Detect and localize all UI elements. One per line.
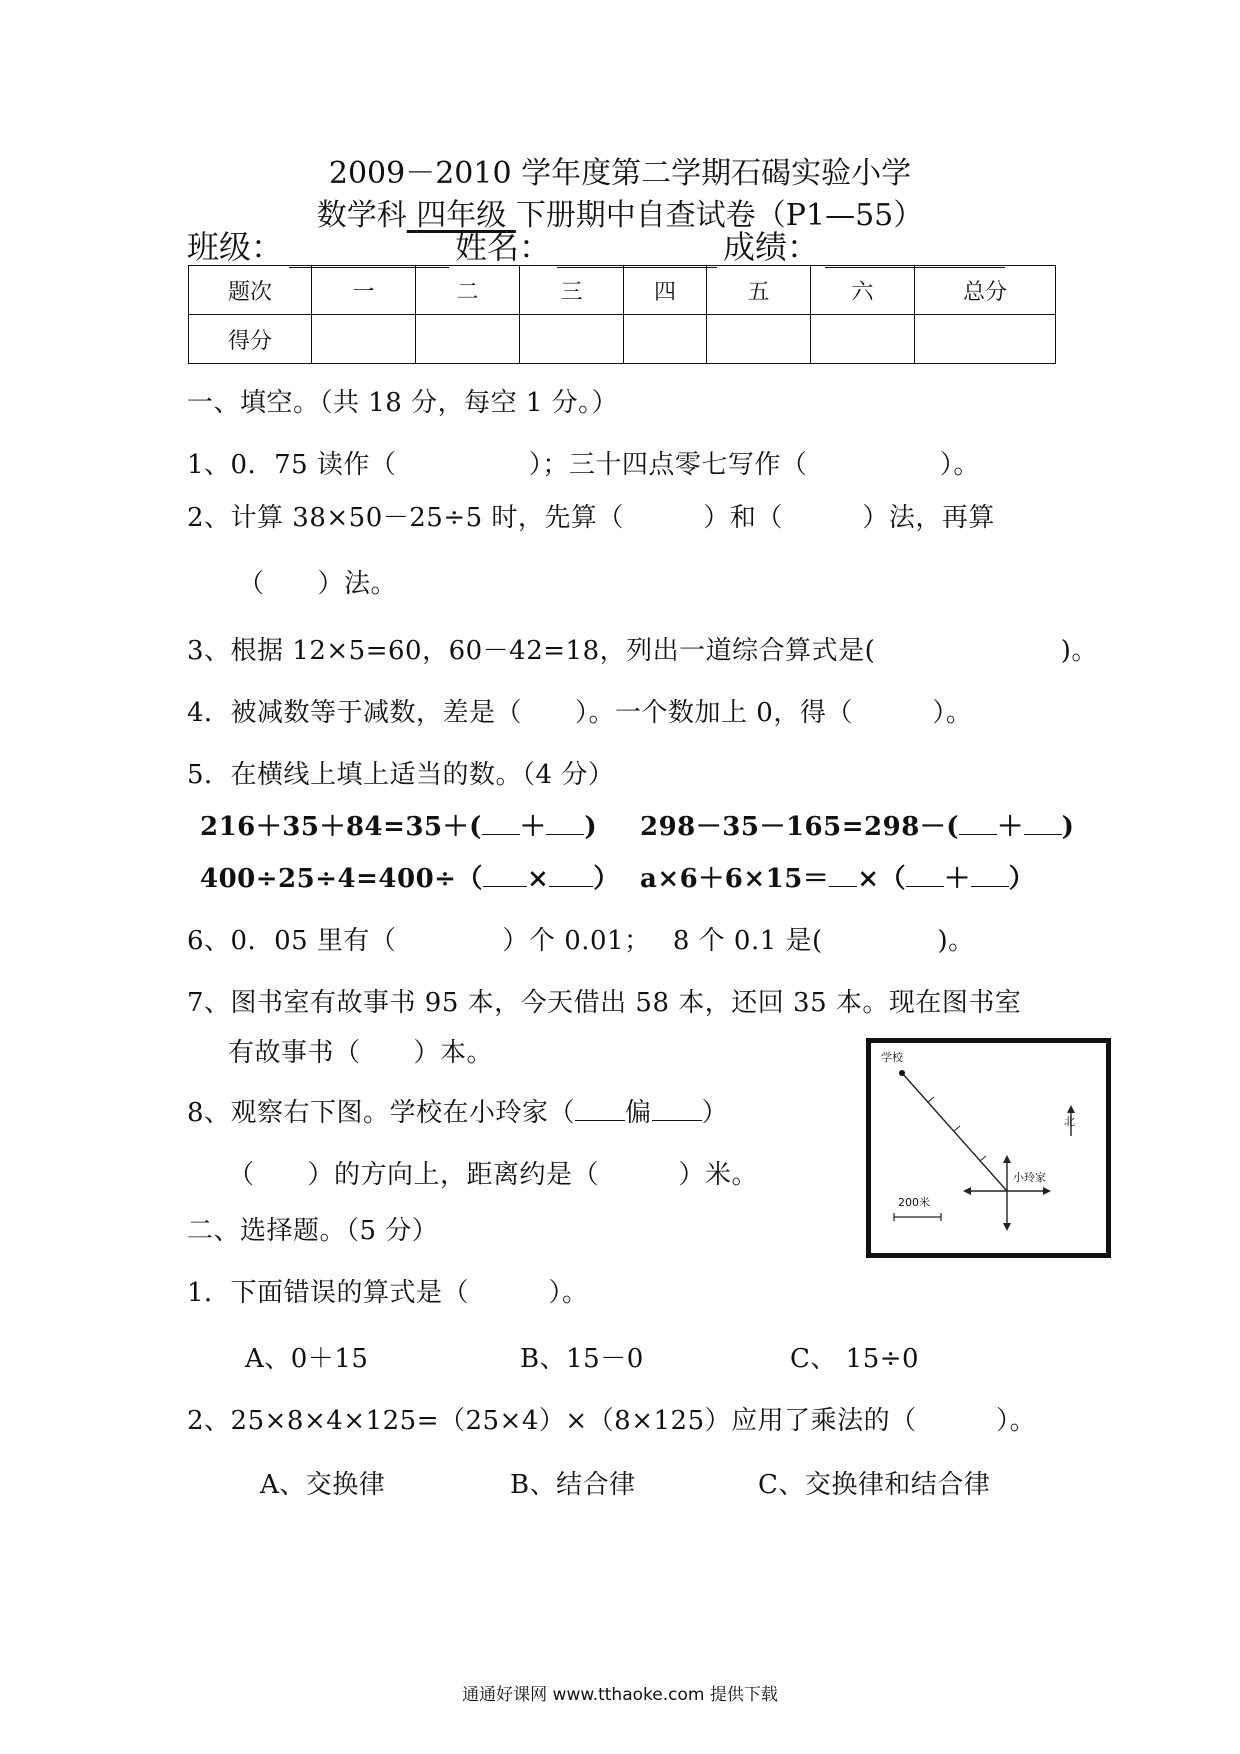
option-2-1-a[interactable]: A、0＋15	[245, 1344, 369, 1374]
section2-heading: 二、选择题。（5 分）	[187, 1216, 439, 1246]
table-cell: 三	[520, 266, 624, 315]
table-cell: 五	[707, 266, 811, 315]
direction-map	[866, 1038, 1111, 1258]
question-1-8-cont: （ ）的方向上，距离约是（ ）米。	[228, 1160, 759, 1190]
score-cell[interactable]	[416, 315, 520, 364]
question-1-6: 6、0．05 里有（ ）个 0.01； 8 个 0.1 是( )。	[187, 926, 975, 956]
question-1-2-cont: （ ）法。	[238, 569, 398, 599]
expr-text: 216＋35＋84=35＋(	[200, 812, 482, 842]
school-route-line	[902, 1073, 1007, 1191]
score-cell[interactable]	[707, 315, 811, 364]
school-point	[899, 1070, 905, 1076]
question-1-7: 7、图书室有故事书 95 本，今天借出 58 本，还回 35 本。现在图书室	[187, 988, 1022, 1018]
answer-blank[interactable]	[971, 862, 1009, 887]
answer-blank[interactable]	[1024, 810, 1062, 835]
grade-label: 四年级	[416, 198, 507, 233]
exam-title-line1: 2009－2010 学年度第二学期石碣实验小学	[328, 156, 912, 191]
answer-blank[interactable]	[575, 1096, 625, 1121]
expr-text: )	[1061, 812, 1075, 842]
answer-blank[interactable]	[546, 810, 584, 835]
expr-text: 298－35－165=298－(	[640, 812, 960, 842]
school-label: 学校	[881, 1051, 903, 1064]
answer-blank[interactable]	[482, 810, 520, 835]
expr-text: ＋	[944, 864, 971, 894]
table-row	[189, 315, 1056, 364]
score-label: 成绩：	[723, 228, 820, 266]
question-1-7-cont: 有故事书（ ）本。	[228, 1038, 494, 1068]
table-cell: 二	[416, 266, 520, 315]
question-text: 8、观察右下图。学校在小玲家（	[187, 1098, 576, 1128]
score-table	[188, 265, 1056, 364]
question-2-1: 1．下面错误的算式是（ ）。	[187, 1278, 589, 1308]
question-1-5: 5．在横线上填上适当的数。（4 分）	[187, 760, 615, 790]
question-text: 偏	[625, 1098, 652, 1128]
answer-blank[interactable]	[959, 810, 997, 835]
answer-blank[interactable]	[549, 862, 593, 887]
option-2-2-b[interactable]: B、结合律	[510, 1470, 636, 1500]
north-arrow-icon	[1067, 1105, 1075, 1113]
table-cell: 一	[312, 266, 416, 315]
question-1-3: 3、根据 12×5=60，60－42=18，列出一道综合算式是( )。	[187, 636, 1098, 666]
expr-text: a×6＋6×15＝	[640, 864, 830, 894]
expr-text: ）	[1008, 864, 1036, 894]
table-cell: 四	[624, 266, 707, 315]
arrow-right-icon	[1043, 1187, 1051, 1195]
name-field[interactable]	[557, 237, 717, 268]
expr-text: ＋	[997, 812, 1024, 842]
student-info-line	[187, 228, 1057, 268]
score-cell[interactable]	[811, 315, 915, 364]
answer-blank[interactable]	[652, 1096, 702, 1121]
scale-label: 200米	[898, 1196, 930, 1209]
name-label: 姓名：	[455, 228, 552, 266]
table-cell: 得分	[189, 315, 312, 364]
question-1-5-item-a	[200, 806, 597, 843]
question-1-8	[187, 1092, 728, 1129]
expr-text: ＋	[519, 812, 547, 842]
class-label: 班级：	[187, 228, 284, 266]
arrow-up-icon	[1003, 1155, 1011, 1163]
home-label: 小玲家	[1013, 1171, 1046, 1184]
question-1-4: 4．被减数等于减数，差是（ ）。一个数加上 0，得（ ）。	[187, 698, 973, 728]
route-tick	[954, 1126, 960, 1131]
arrow-down-icon	[1003, 1223, 1011, 1231]
table-cell: 六	[811, 266, 915, 315]
score-cell[interactable]	[624, 315, 707, 364]
page-footer: 通通好课网 www.tthaoke.com 提供下载	[462, 1685, 778, 1705]
answer-blank[interactable]	[829, 862, 857, 887]
score-cell[interactable]	[520, 315, 624, 364]
expr-text: ×	[526, 864, 550, 894]
class-field[interactable]	[289, 237, 449, 268]
subject-label: 数学科	[316, 198, 407, 233]
score-cell[interactable]	[312, 315, 416, 364]
route-tick	[928, 1097, 934, 1102]
map-drawing	[871, 1043, 1106, 1253]
question-1-2: 2、计算 38×50－25÷5 时，先算（ ）和（ ）法，再算	[187, 503, 995, 533]
score-cell[interactable]	[915, 315, 1056, 364]
question-1-5-item-d	[640, 858, 1035, 895]
table-cell: 题次	[189, 266, 312, 315]
expr-text: 400÷25÷4=400÷（	[200, 864, 483, 894]
answer-blank[interactable]	[906, 862, 944, 887]
north-label: 北	[1064, 1115, 1075, 1128]
question-1-5-item-c	[200, 858, 620, 895]
option-2-2-a[interactable]: A、交换律	[260, 1470, 386, 1500]
answer-blank[interactable]	[483, 862, 527, 887]
arrow-left-icon	[963, 1187, 971, 1195]
expr-text: ）	[593, 864, 620, 894]
question-2-2: 2、25×8×4×125=（25×4）×（8×125）应用了乘法的（ ）。	[187, 1406, 1037, 1436]
question-text: ）	[701, 1098, 729, 1128]
expr-text: )	[584, 812, 598, 842]
table-header-row	[189, 266, 1056, 315]
option-2-1-b[interactable]: B、15－0	[520, 1344, 644, 1374]
section1-heading: 一、填空。（共 18 分，每空 1 分。）	[187, 388, 619, 418]
question-1-5-item-b	[640, 806, 1074, 843]
route-tick	[980, 1156, 986, 1161]
score-field[interactable]	[825, 237, 1005, 268]
question-1-1: 1、0．75 读作（ ）；三十四点零七写作（ ）。	[187, 450, 980, 480]
table-cell: 总分	[915, 266, 1056, 315]
option-2-1-c[interactable]: C、 15÷0	[790, 1344, 920, 1374]
option-2-2-c[interactable]: C、交换律和结合律	[758, 1470, 991, 1500]
expr-text: ×（	[857, 864, 907, 894]
exam-subtitle: 下册期中自查试卷（P1—55）	[515, 198, 924, 233]
